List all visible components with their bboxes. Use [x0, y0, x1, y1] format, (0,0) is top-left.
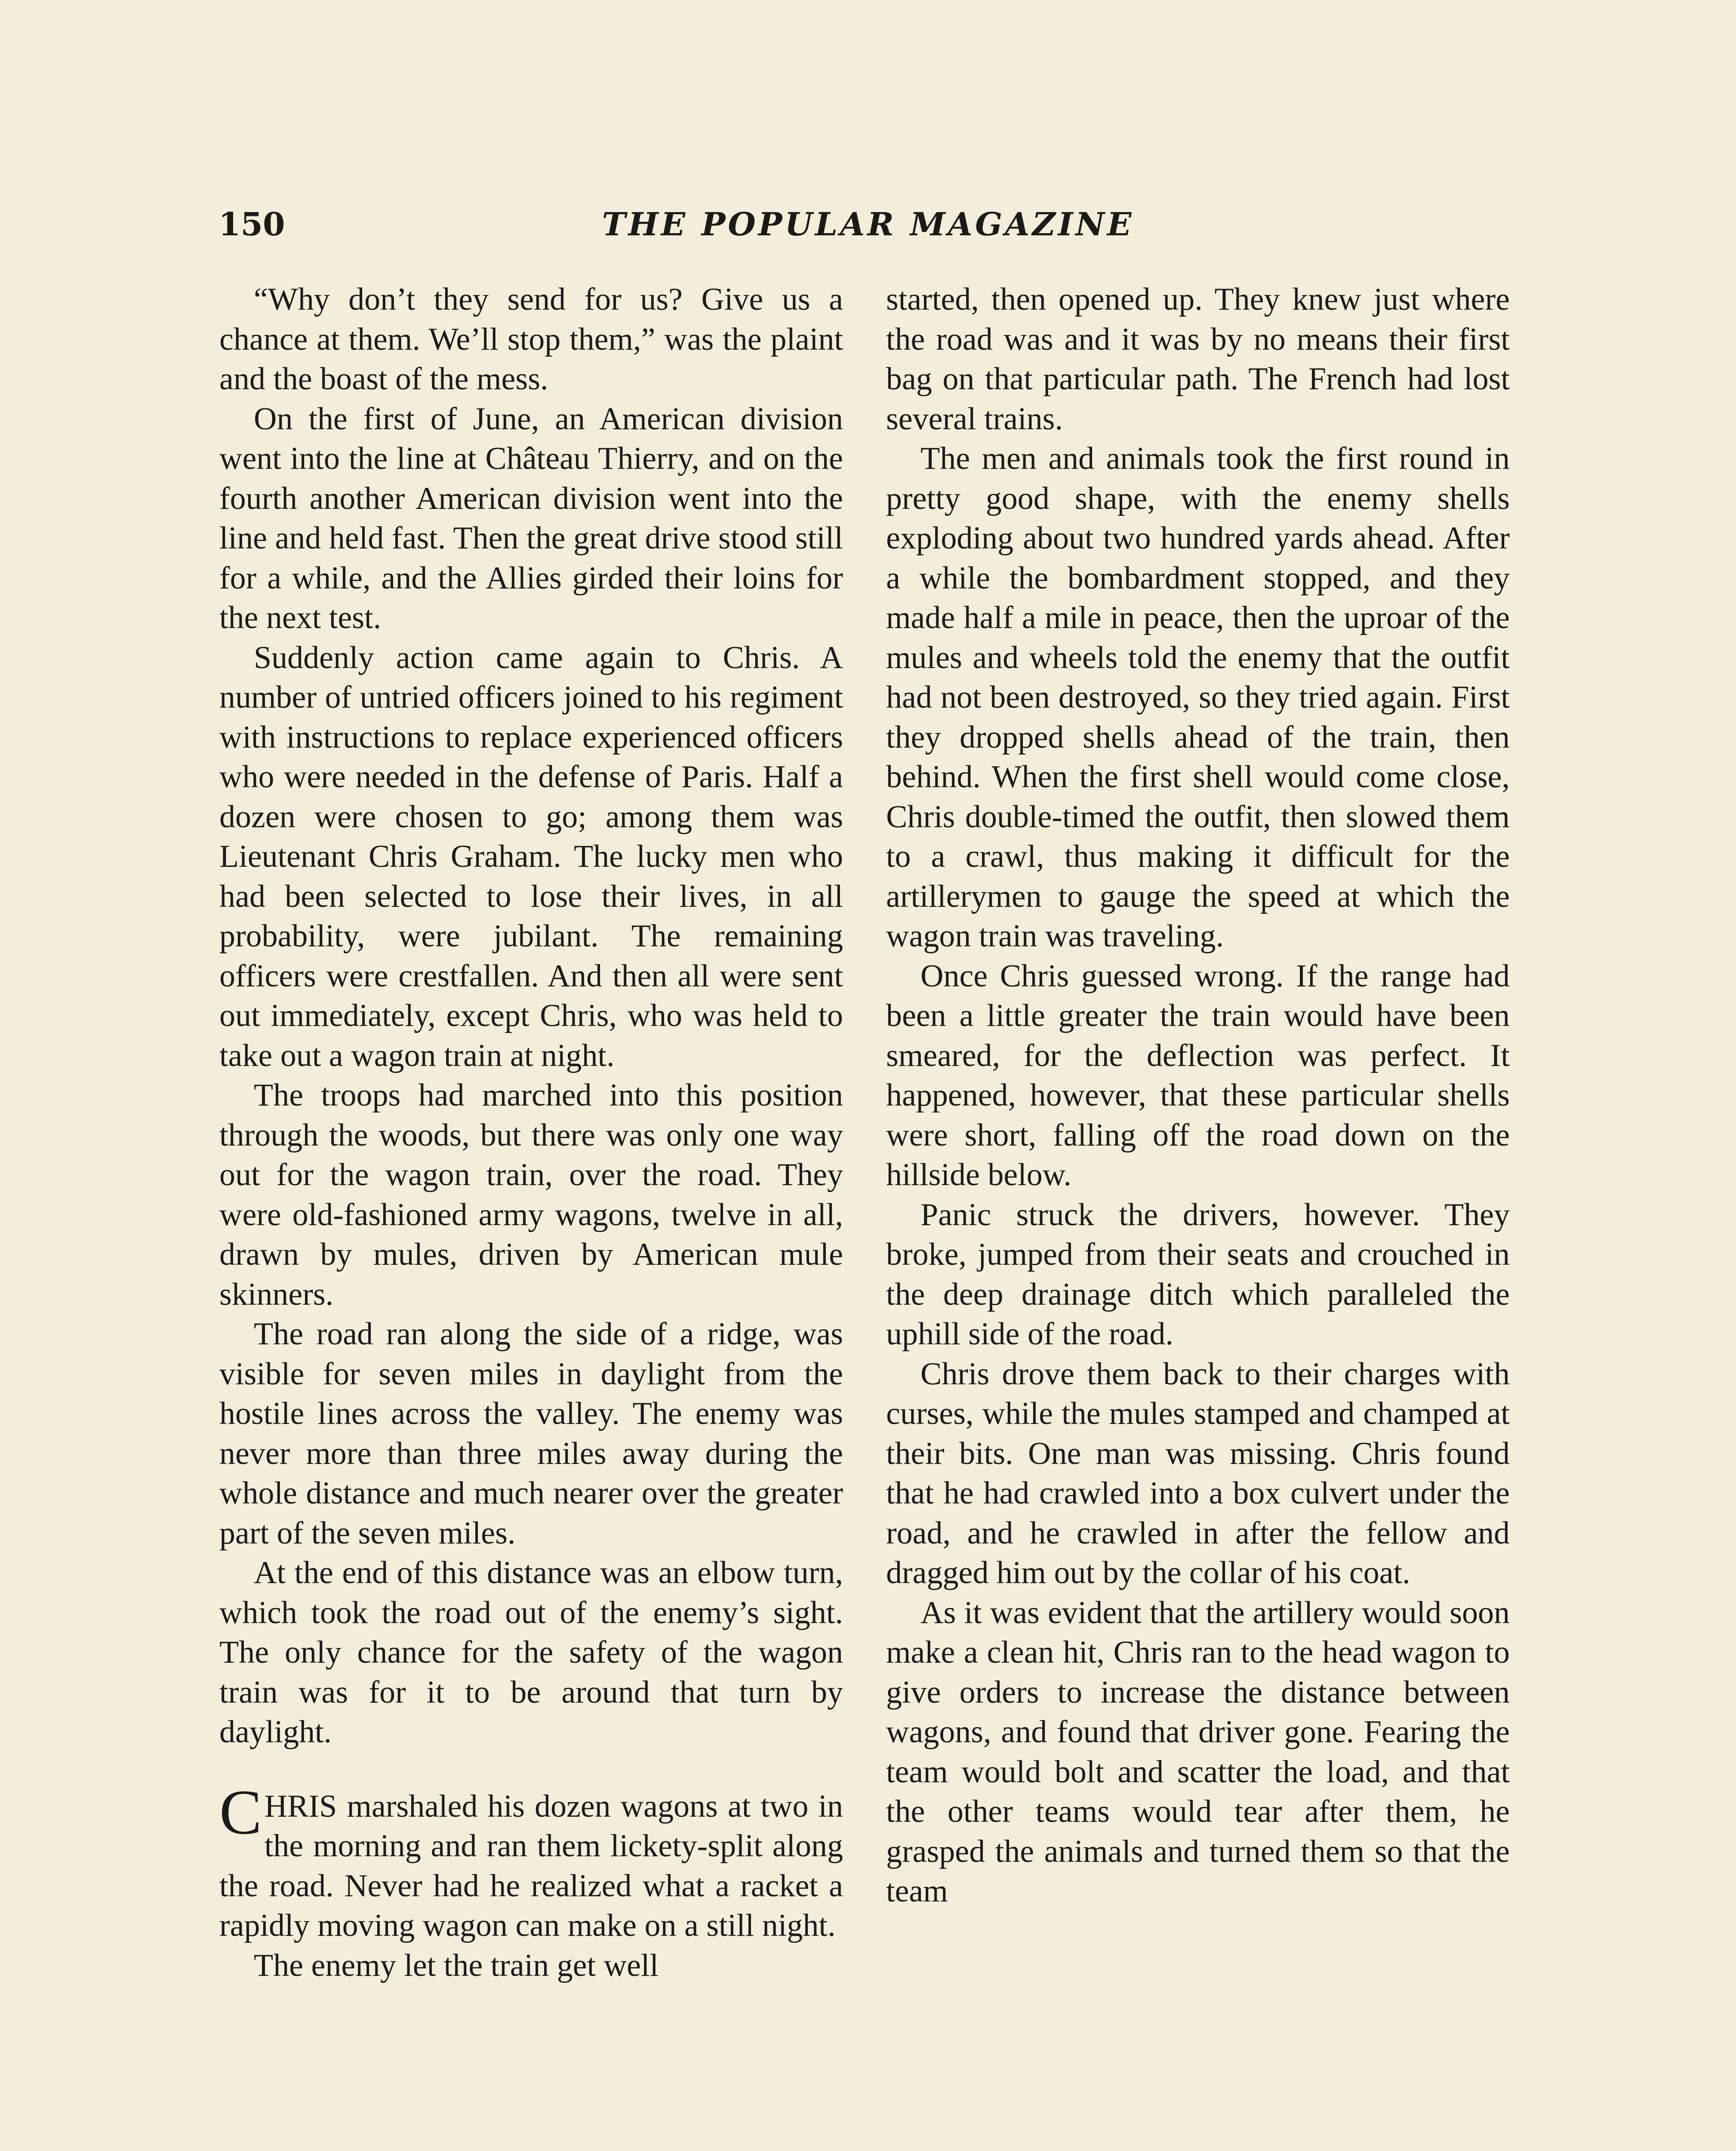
paragraph: At the end of this distance was an elbow turn, which took the road out of the enemy’s sight. The only chance for the safety of the wagon train was for it to be around that turn by daylight.: [219, 1555, 843, 1750]
paragraph: Chris drove them back to their charges with curses, while the mules stamped and champed at their bits. One man was missing. Chris found that he had crawled into a box culvert under the road, and he crawled in after the fellow and dragged him out by the collar of his coat.: [886, 1356, 1510, 1590]
dropcap-paragraph-text: HRIS marshaled his dozen wagons at two in the morning and ran them lickety-split along the road. Never had he realized what a racket a rapidly moving wagon can make on a still night.: [219, 1788, 843, 1943]
left-column: [219, 280, 843, 1985]
paragraph: As it was evident that the artillery would soon make a clean hit, Chris ran to the head wagon to give orders to increase the distance between wagons, and found that driver gone. Fearing the team would bolt and scatter the load, and that the other teams would tear after them, he grasped the animals and turned them so that the team: [886, 1595, 1510, 1909]
paragraph-continuation: started, then opened up. They knew just where the road was and it was by no means their first bag on that particular path. The French had lost several trains.: [886, 282, 1510, 437]
paragraph: The road ran along the side of a ridge, was visible for seven miles in daylight from the hostile lines across the valley. The enemy was never more than three miles away during the whole distance and much nearer over the greater part of the seven miles.: [219, 1316, 843, 1551]
section-break: [219, 1752, 843, 1787]
paragraph: Once Chris guessed wrong. If the range had been a little greater the train would have been smeared, for the deflection was perfect. It happened, however, that these particular shells were short, falling off the road down on the hillside below.: [886, 958, 1510, 1193]
dropcap-paragraph: [219, 1777, 843, 1946]
paragraph: Panic struck the drivers, however. They broke, jumped from their seats and crouched in the deep drainage ditch which paralleled the uphill side of the road.: [886, 1197, 1510, 1352]
paragraph: The men and animals took the first round in pretty good shape, with the enemy shells exploding about two hundred yards ahead. After a while the bombardment stopped, and they made half a mile in peace, then the uproar of the mules and wheels told the enemy that the outfit had not been destroyed, so they tried again. First they dropped shells ahead of the train, then behind. When the first shell would come close, Chris double-timed the outfit, then slowed them to a crawl, thus making it difficult for the artillerymen to gauge the speed at which the wagon train was traveling.: [886, 441, 1510, 954]
paragraph: “Why don’t they send for us? Give us a chance at them. We’ll stop them,” was the plaint and the boast of the mess.: [219, 282, 843, 397]
right-column: [886, 280, 1510, 1911]
page-header: [219, 199, 1517, 250]
paragraph: On the first of June, an American division went into the line at Château Thierry, and on the fourth another American division went into the line and held fast. Then the great drive stood still for a while, and the Allies girded their loins for the next test.: [219, 401, 843, 635]
paragraph: Suddenly action came again to Chris. A number of untried officers joined to his regiment with instructions to replace experienced officers who were needed in the defense of Paris. Half a dozen were chosen to go; among them was Lieutenant Chris Graham. The lucky men who had been selected to lose their lives, in all probability, were jubilant. The remaining officers were crestfallen. And then all were sent out immediately, except Chris, who was held to take out a wagon train at night.: [219, 640, 843, 1073]
running-title: THE POPULAR MAGAZINE: [602, 206, 1134, 243]
drop-cap: C: [219, 1777, 262, 1848]
page-number: 150: [219, 206, 285, 243]
paragraph: The enemy let the train get well: [254, 1948, 659, 1983]
paragraph: The troops had marched into this position through the woods, but there was only one way out for the wagon train, over the road. They were old-fashioned army wagons, twelve in all, drawn by mules, driven by American mule skinners.: [219, 1078, 843, 1312]
